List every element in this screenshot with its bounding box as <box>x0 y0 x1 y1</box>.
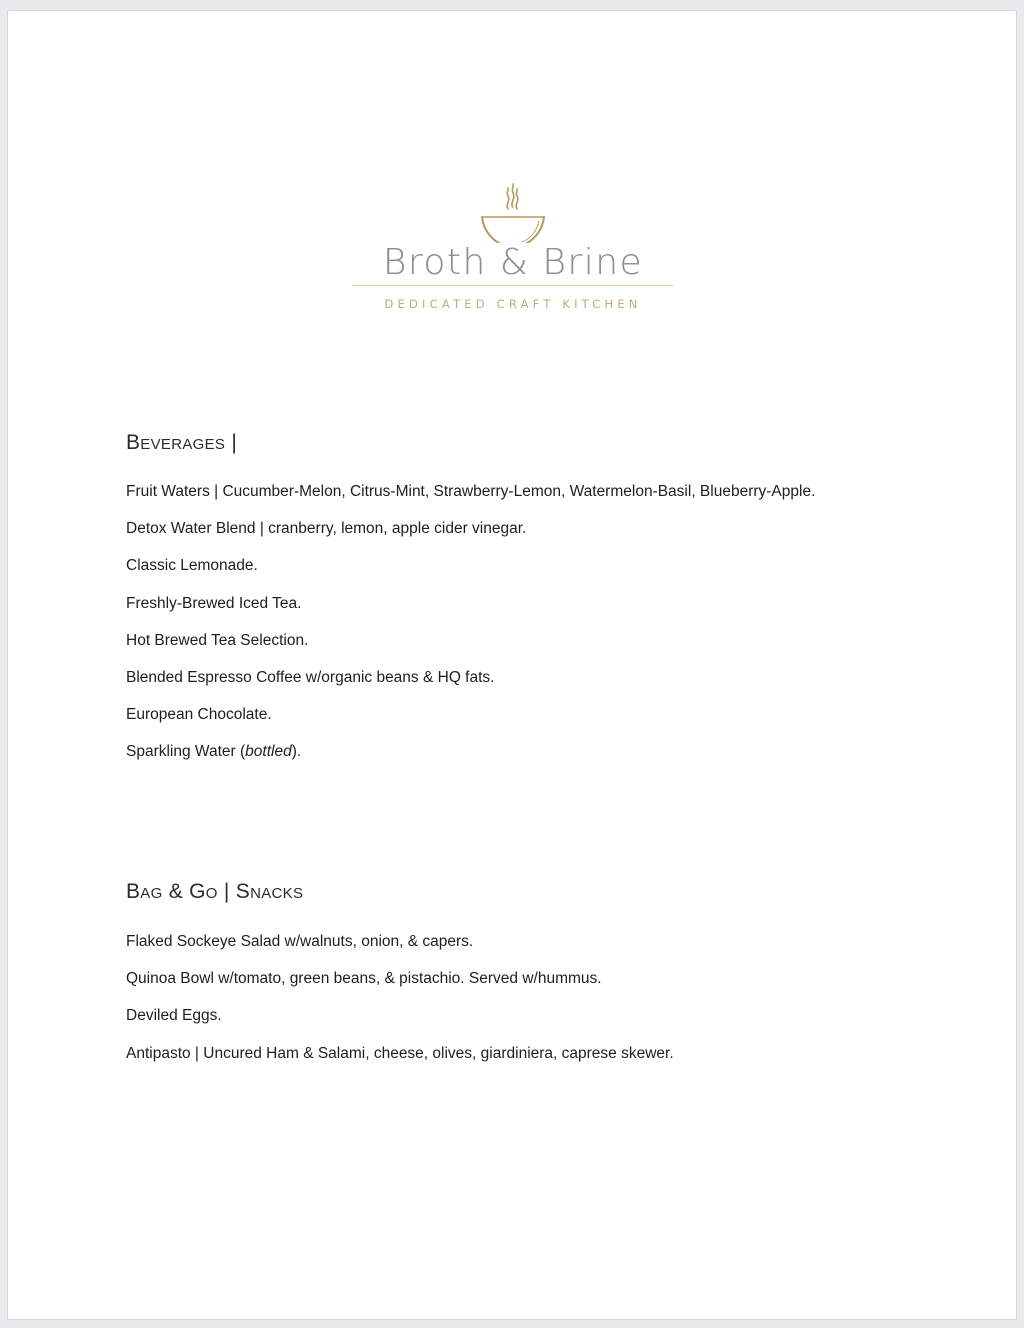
menu-page <box>7 10 1017 1320</box>
section-heading-snacks: Bag & Go | Snacks <box>126 880 304 904</box>
menu-item: Classic Lemonade. <box>126 557 258 575</box>
menu-item: European Chocolate. <box>126 706 272 724</box>
item-note: bottled <box>245 743 292 761</box>
menu-item: Hot Brewed Tea Selection. <box>126 631 309 649</box>
logo-divider <box>353 285 673 286</box>
item-text: Sparkling Water ( <box>126 743 246 761</box>
brand-name: Broth & Brine <box>382 242 644 283</box>
beverages-list <box>126 481 815 779</box>
item-text: ). <box>291 743 302 761</box>
menu-item: Freshly-Brewed Iced Tea. <box>126 594 302 612</box>
brand-logo <box>346 171 680 321</box>
menu-item: Deviled Eggs. <box>126 1007 222 1025</box>
snacks-list <box>126 931 674 1080</box>
menu-item: Flaked Sockeye Salad w/walnuts, onion, & capers. <box>126 933 474 950</box>
menu-item: Quinoa Bowl w/tomato, green beans, & pistachio. Served w/hummus. <box>126 970 602 988</box>
menu-item: Detox Water Blend | cranberry, lemon, apple cider vinegar. <box>126 520 527 538</box>
section-heading-beverages: Beverages | <box>126 431 238 455</box>
brand-tagline: DEDICATED CRAFT KITCHEN <box>384 297 642 311</box>
menu-item: Fruit Waters | Cucumber-Melon, Citrus-Mint, Strawberry-Lemon, Watermelon-Basil, Blueberry-Apple. <box>126 483 816 500</box>
menu-item <box>126 741 815 778</box>
menu-item: Blended Espresso Coffee w/organic beans & HQ fats. <box>126 668 495 686</box>
steaming-bowl-icon <box>478 179 548 243</box>
menu-item: Antipasto | Uncured Ham & Salami, cheese, olives, giardiniera, caprese skewer. <box>126 1044 674 1062</box>
